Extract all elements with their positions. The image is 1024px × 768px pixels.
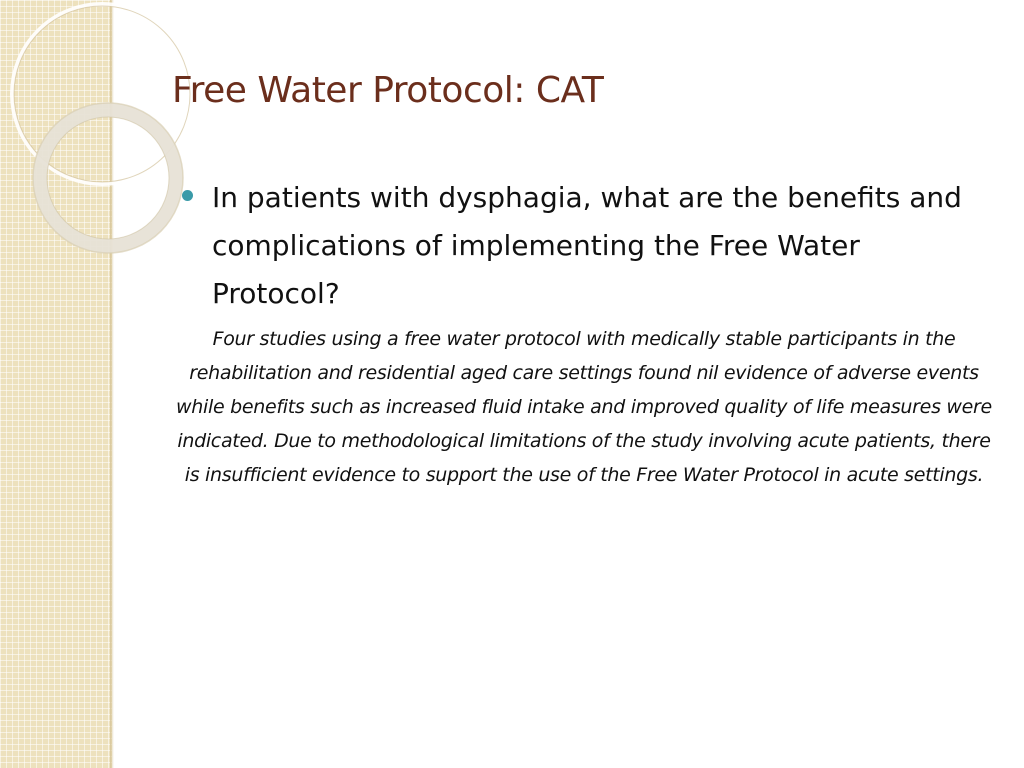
slide-title: Free Water Protocol: CAT xyxy=(172,70,604,111)
summary-paragraph: Four studies using a free water protocol with medically stable participants in the rehabilitation and residential aged care settings found nil evidence of adverse events while benefits such as increased fluid intake and improved quality of life measures were indicated. Due to methodological limitations of the study involving acute patients, there is insufficient evidence to support the use of the Free Water Protocol in acute settings. xyxy=(176,328,992,486)
decorative-rings-icon xyxy=(0,0,140,260)
bullet-list-item xyxy=(182,174,982,318)
bullet-question-text: In patients with dysphagia, what are the benefits and complications of implementing the Free Water Protocol? xyxy=(212,181,962,310)
bullet-dot-icon xyxy=(182,190,193,201)
